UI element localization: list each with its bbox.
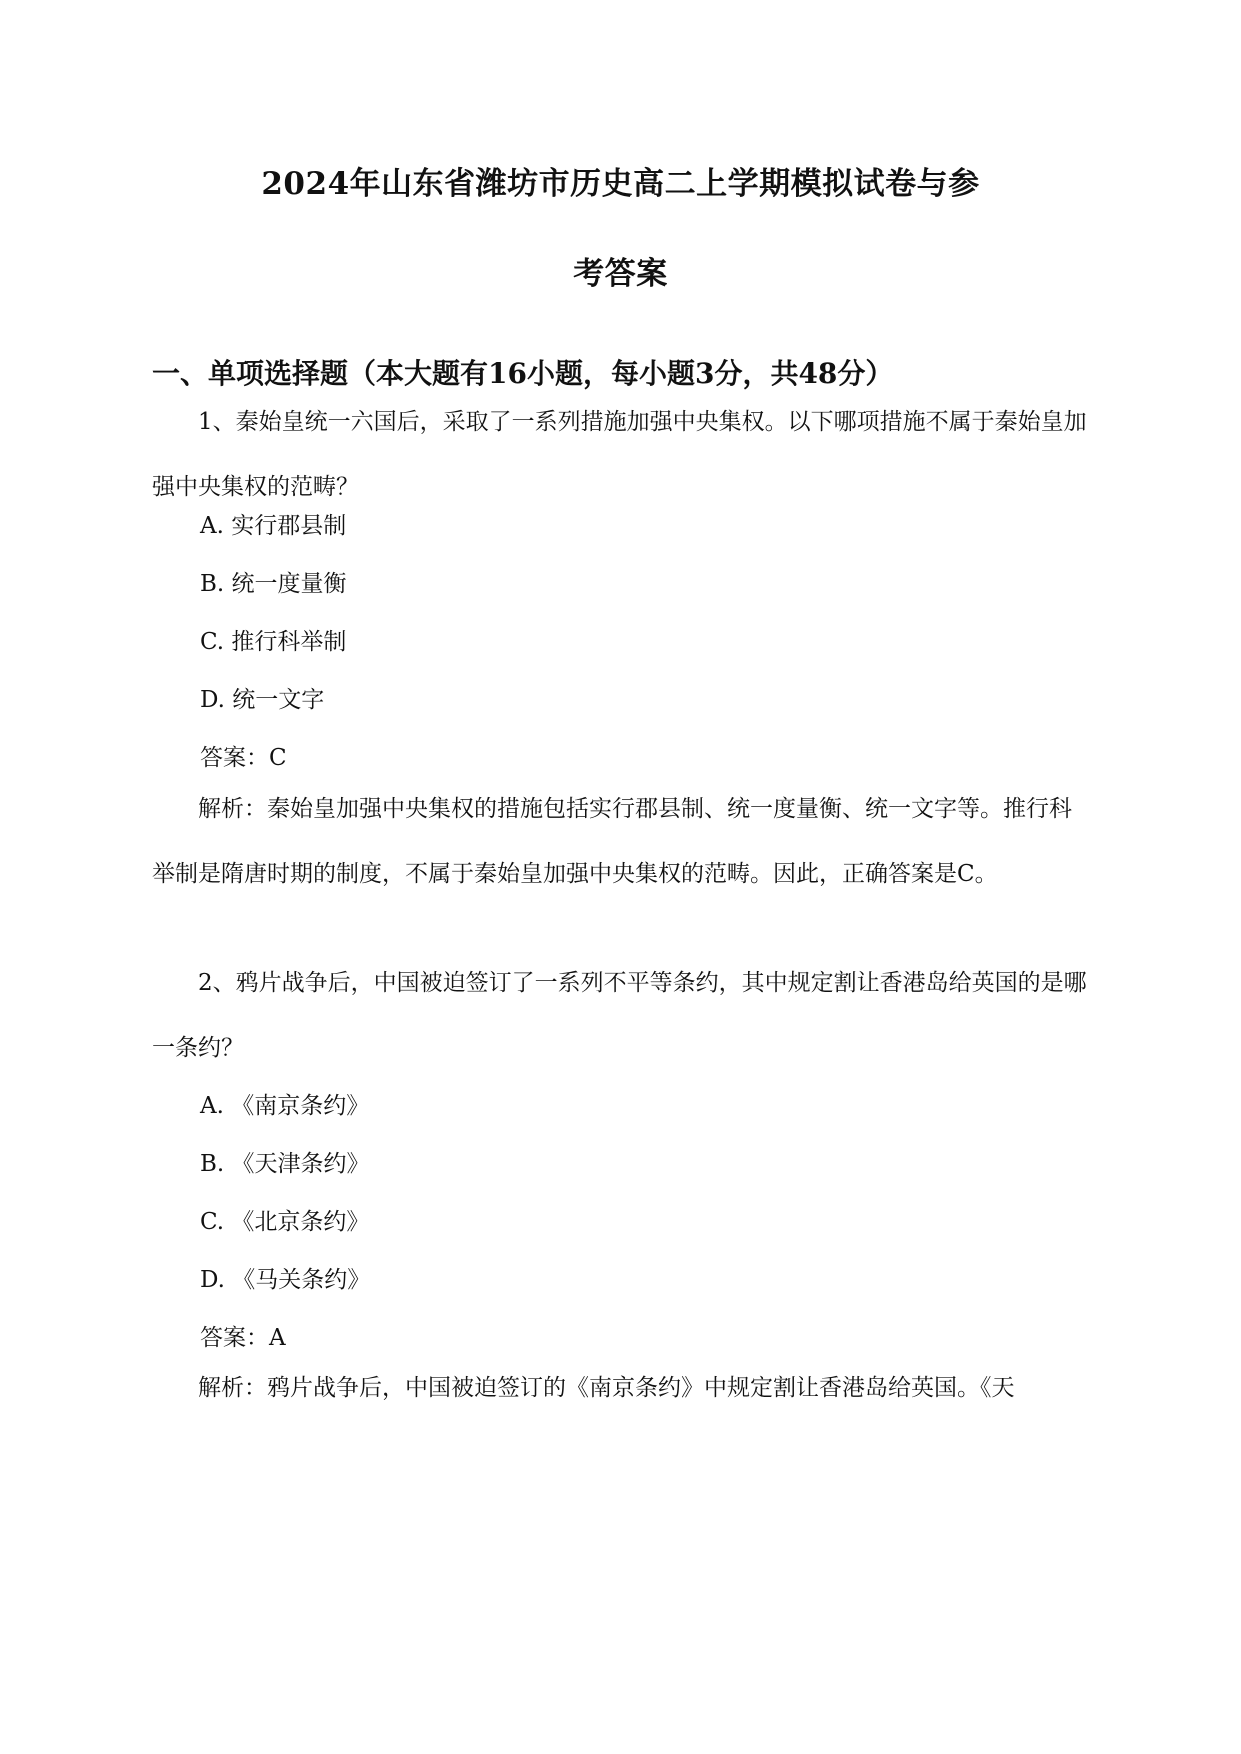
section-heading: 一、单项选择题（本大题有16小题，每小题3分，共48分） bbox=[152, 357, 894, 390]
document-title-line-1: 2024年山东省潍坊市历史高二上学期模拟试卷与参 bbox=[261, 166, 980, 202]
document-title-line-2: 考答案 bbox=[573, 256, 668, 292]
question-2-analysis: 解析：鸦片战争后，中国被迫签订的《南京条约》中规定割让香港岛给英国。《天 bbox=[198, 1375, 1015, 1401]
question-2-option-b: B. 《天津条约》 bbox=[200, 1151, 370, 1177]
question-1-option-d: D. 统一文字 bbox=[200, 687, 325, 713]
question-2-stem: 2、鸦片战争后，中国被迫签订了一系列不平等条约，其中规定割让香港岛给英国的是哪一条约？ bbox=[152, 970, 1087, 1061]
question-1-stem: 1、秦始皇统一六国后，采取了一系列措施加强中央集权。以下哪项措施不属于秦始皇加强中央集权的范畴？ bbox=[152, 409, 1087, 500]
question-1-answer: 答案：C bbox=[200, 745, 287, 771]
question-2-option-a: A. 《南京条约》 bbox=[200, 1093, 370, 1119]
question-2-option-c: C. 《北京条约》 bbox=[200, 1209, 370, 1235]
question-1-option-a: A. 实行郡县制 bbox=[200, 513, 347, 539]
question-1-option-b: B. 统一度量衡 bbox=[200, 571, 347, 597]
question-1-analysis: 解析：秦始皇加强中央集权的措施包括实行郡县制、统一度量衡、统一文字等。推行科举制是隋唐时期的制度，不属于秦始皇加强中央集权的范畴。因此，正确答案是C。 bbox=[152, 796, 1072, 887]
question-1-option-c: C. 推行科举制 bbox=[200, 629, 347, 655]
question-2-option-d: D. 《马关条约》 bbox=[200, 1267, 371, 1293]
question-2-answer: 答案：A bbox=[200, 1325, 286, 1351]
